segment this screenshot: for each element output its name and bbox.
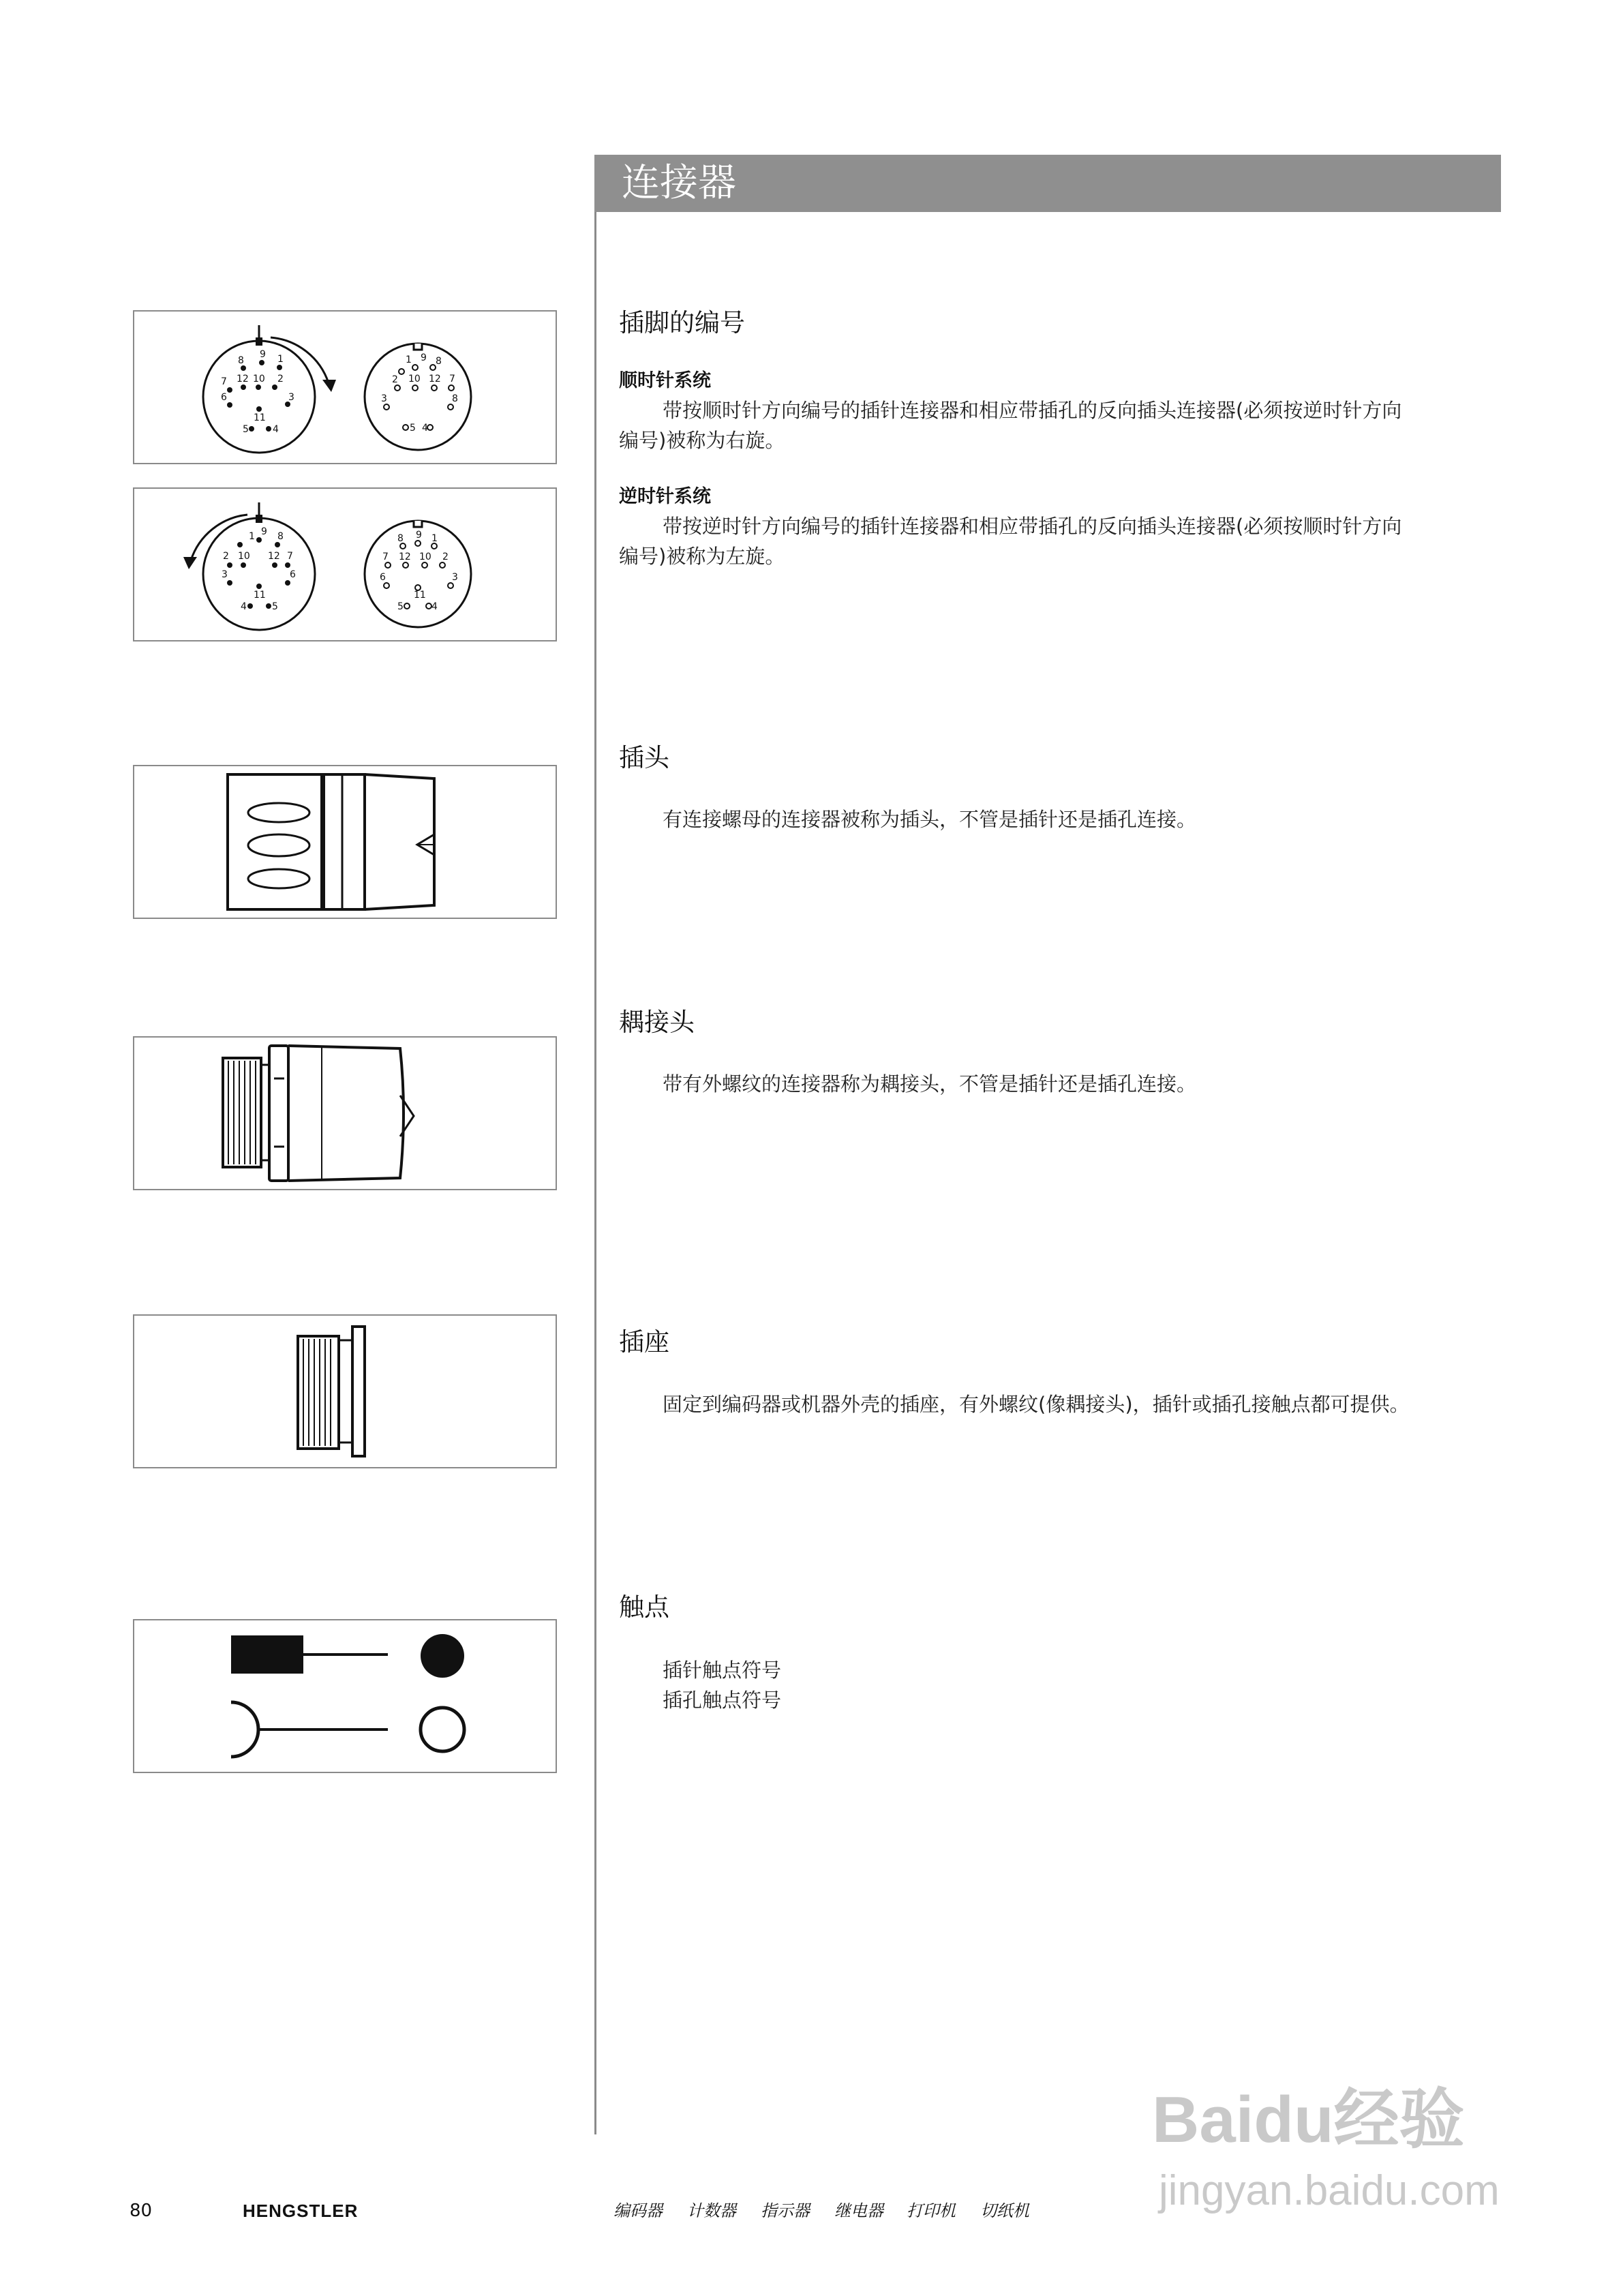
figure-contacts (133, 1619, 557, 1773)
ccw-hole-label: 8 (397, 533, 404, 544)
heading-contacts: 触点 (619, 1592, 669, 1622)
ccw-hole-label: 10 (419, 552, 431, 562)
cw-pin-label: 8 (238, 355, 244, 366)
subheading-counterclockwise: 逆时针系统 (619, 486, 711, 507)
figure-coupler (133, 1036, 557, 1190)
ccw-hole-label: 1 (431, 533, 438, 544)
cw-hole-label: 4 (422, 423, 428, 434)
heading-coupler: 耦接头 (619, 1008, 695, 1037)
cw-pin-label: 1 (277, 354, 284, 365)
coupler-icon (134, 1038, 556, 1189)
cw-hole-label: 8 (436, 356, 442, 367)
ccw-pin-label: 12 (268, 551, 280, 562)
ccw-pin-label: 3 (222, 569, 228, 580)
footer-category: 继电器 (834, 2201, 883, 2220)
ccw-hole-label: 6 (380, 572, 386, 583)
cw-hole-label: 12 (429, 374, 441, 384)
cw-hole-label: 7 (449, 374, 455, 384)
page-number: 80 (130, 2201, 153, 2221)
figure-clockwise (133, 310, 557, 464)
ccw-hole-label: 4 (431, 601, 438, 612)
cw-hole-label: 8 (452, 393, 458, 404)
heading-socket: 插座 (619, 1327, 669, 1357)
vertical-divider (594, 212, 596, 2134)
clockwise-diagram (134, 312, 556, 463)
text-clockwise-line1: 带按顺时针方向编号的插针连接器和相应带插孔的反向插头连接器(必须按逆时针方向 (663, 399, 1402, 422)
text-clockwise-line2: 编号)被称为右旋。 (619, 429, 785, 452)
plug-icon (134, 766, 556, 918)
footer-category: 打印机 (907, 2201, 956, 2220)
ccw-hole-label: 11 (414, 590, 426, 601)
text-coupler: 带有外螺纹的连接器称为耦接头，不管是插针还是插孔连接。 (663, 1072, 1197, 1096)
text-pin-symbol: 插针触点符号 (663, 1659, 782, 1682)
cw-pin-label: 7 (221, 376, 227, 387)
cw-hole-label: 2 (392, 374, 398, 385)
ccw-pin-label: 11 (254, 590, 266, 601)
subheading-clockwise: 顺时针系统 (619, 370, 711, 391)
heading-pin-numbering: 插脚的编号 (619, 308, 745, 337)
cw-hole-label: 10 (408, 374, 421, 384)
ccw-pin-label: 5 (272, 601, 278, 612)
footer-category: 计数器 (687, 2201, 736, 2220)
cw-pin-label: 4 (273, 424, 279, 435)
text-counterclockwise-line1: 带按逆时针方向编号的插针连接器和相应带插孔的反向插头连接器(必须按顺时针方向 (663, 515, 1402, 538)
ccw-pin-label: 10 (238, 551, 250, 562)
cw-hole-label: 1 (406, 354, 412, 365)
ccw-pin-label: 1 (249, 531, 255, 542)
watermark-url: jingyan.baidu.com (1159, 2167, 1500, 2214)
footer-category: 编码器 (613, 2201, 663, 2220)
ccw-pin-label: 9 (261, 526, 267, 537)
cw-pin-label: 9 (260, 349, 266, 360)
ccw-pin-label: 7 (287, 551, 293, 562)
ccw-pin-label: 6 (290, 569, 296, 580)
cw-pin-label: 6 (221, 392, 227, 403)
cw-pin-label: 5 (243, 424, 249, 435)
ccw-hole-label: 5 (397, 601, 404, 612)
socket-icon (134, 1316, 556, 1467)
text-hole-symbol: 插孔触点符号 (663, 1689, 782, 1712)
brand-name: HENGSTLER (243, 2201, 359, 2221)
cw-pin-label: 12 (237, 374, 249, 384)
ccw-hole-label: 7 (382, 552, 389, 562)
figure-socket (133, 1314, 557, 1468)
cw-pin-label: 2 (277, 374, 284, 384)
ccw-hole-label: 3 (452, 572, 458, 583)
ccw-pin-label: 4 (241, 601, 247, 612)
ccw-pin-label: 2 (223, 551, 229, 562)
ccw-hole-label: 12 (399, 552, 411, 562)
footer-category: 指示器 (761, 2201, 810, 2220)
cw-pin-label: 3 (288, 392, 294, 403)
text-plug: 有连接螺母的连接器被称为插头，不管是插针还是插孔连接。 (663, 808, 1197, 831)
heading-plug: 插头 (619, 743, 669, 772)
cw-pin-label: 11 (254, 412, 266, 423)
contact-symbols-icon (134, 1620, 556, 1772)
counterclockwise-diagram (134, 489, 556, 640)
cw-hole-label: 5 (410, 423, 416, 434)
figure-plug (133, 765, 557, 919)
ccw-hole-label: 9 (416, 530, 422, 541)
cw-pin-label: 10 (253, 374, 265, 384)
cw-hole-label: 3 (381, 393, 387, 404)
cw-hole-label: 9 (421, 352, 427, 363)
ccw-hole-label: 2 (442, 552, 449, 562)
watermark-brand: Baidu经验 (1152, 2083, 1465, 2156)
page-title: 连接器 (622, 161, 736, 205)
footer-category: 切纸机 (980, 2201, 1029, 2220)
ccw-pin-label: 8 (277, 531, 284, 542)
text-socket: 固定到编码器或机器外壳的插座，有外螺纹(像耦接头)，插针或插孔接触点都可提供。 (663, 1393, 1410, 1416)
title-bar (594, 155, 1501, 212)
figure-counterclockwise (133, 487, 557, 641)
text-counterclockwise-line2: 编号)被称为左旋。 (619, 545, 785, 568)
